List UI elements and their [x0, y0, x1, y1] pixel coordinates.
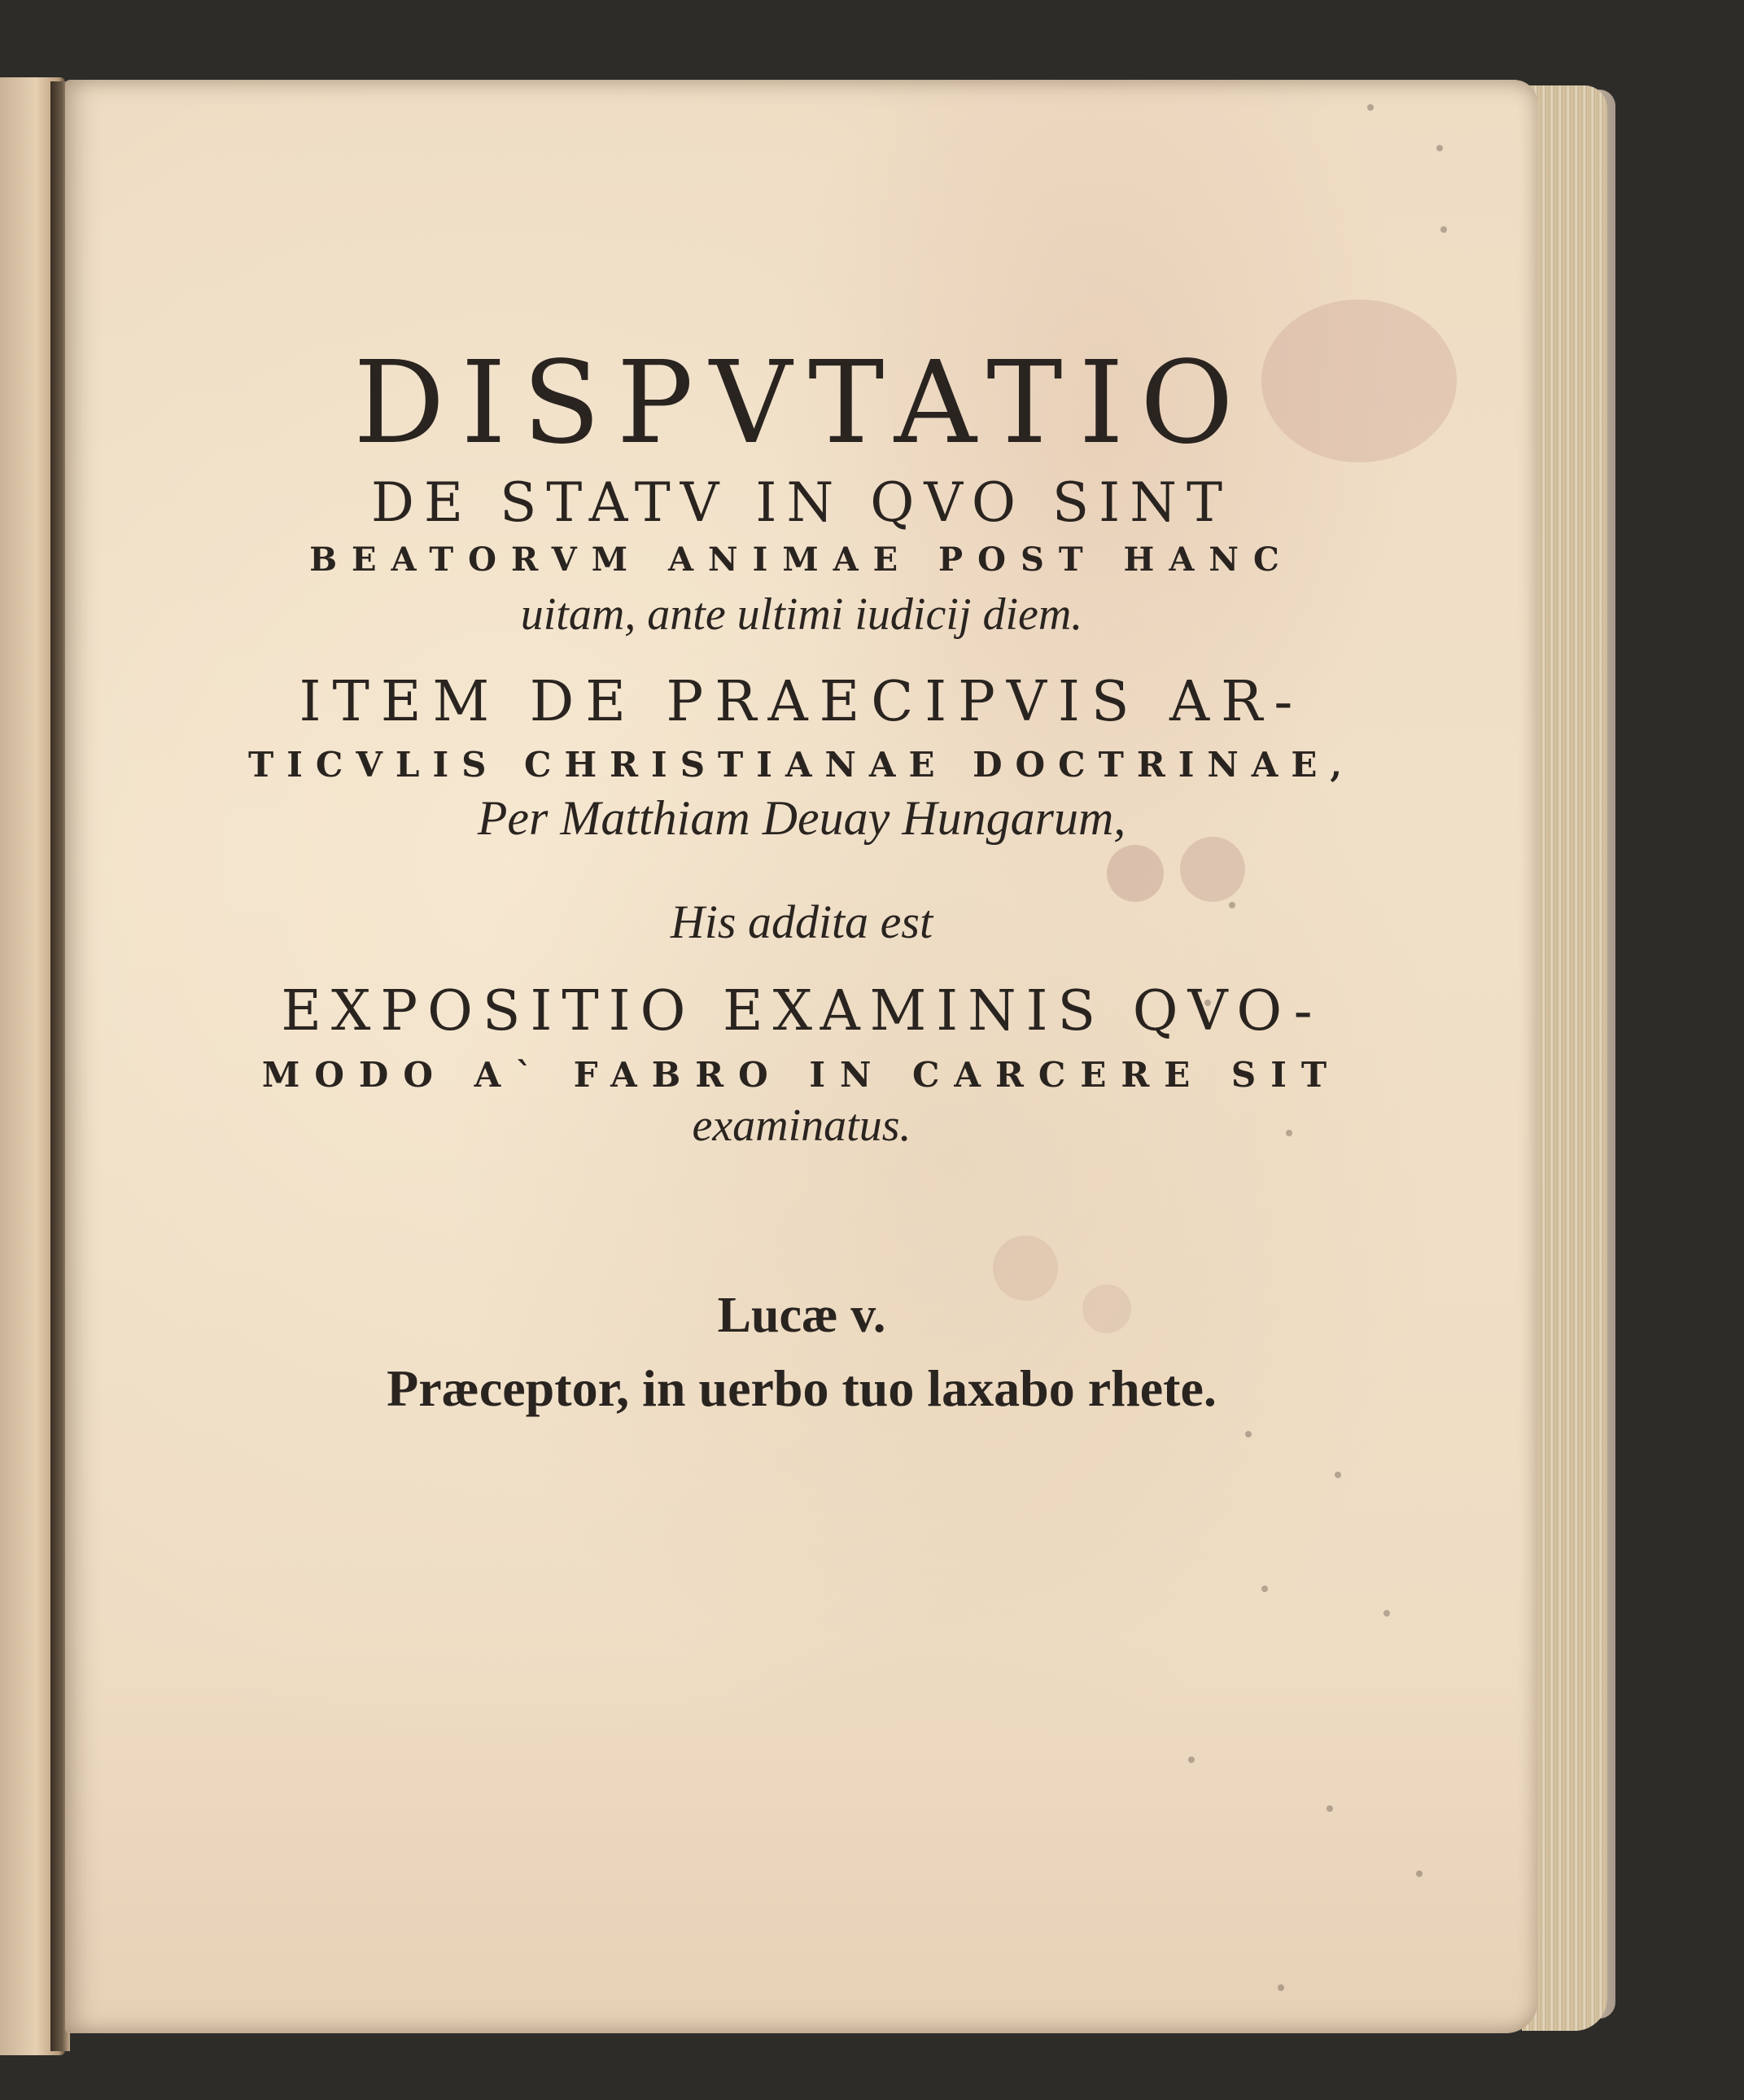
motto-reference: Lucæ v.	[717, 1288, 886, 1343]
foxing-dot	[1278, 1984, 1284, 1991]
foxing-dot	[1367, 104, 1374, 111]
foxing-dot	[1436, 145, 1443, 151]
subtitle-line-1: DE STATV IN QVO SINT	[371, 471, 1232, 534]
subtitle-line-3: uitam, ante ultimi iudicij diem.	[520, 589, 1083, 640]
stain	[1180, 837, 1245, 902]
item-line-2: TICVLIS CHRISTIANAE DOCTRINAE,	[248, 745, 1355, 785]
foxing-dot	[1245, 1431, 1252, 1437]
item-line-1: ITEM DE PRAECIPVIS AR-	[299, 670, 1305, 734]
expositio-line-2: MODO A` FABRO IN CARCERE SIT	[261, 1055, 1342, 1095]
foxing-dot	[1440, 226, 1447, 233]
title-page	[65, 80, 1538, 2033]
author-line: Per Matthiam Deuay Hungarum,	[477, 791, 1126, 845]
foxing-dot	[1261, 1586, 1268, 1592]
foxing-dot	[1188, 1757, 1195, 1763]
foxing-dot	[1383, 1610, 1390, 1617]
book-title: DISPVTATIO	[353, 337, 1250, 470]
expositio-line-3: examinatus.	[692, 1100, 911, 1151]
motto-text: Præceptor, in uerbo tuo laxabo rhete.	[387, 1359, 1217, 1417]
foxing-dot	[1335, 1472, 1341, 1478]
subtitle-line-2: BEATORVM ANIMAE POST HANC	[309, 540, 1294, 579]
addita-line: His addita est	[670, 895, 933, 948]
foxing-dot	[1327, 1805, 1333, 1812]
foxing-dot	[1416, 1870, 1423, 1877]
expositio-line-1: EXPOSITIO EXAMINIS QVO-	[281, 979, 1322, 1043]
